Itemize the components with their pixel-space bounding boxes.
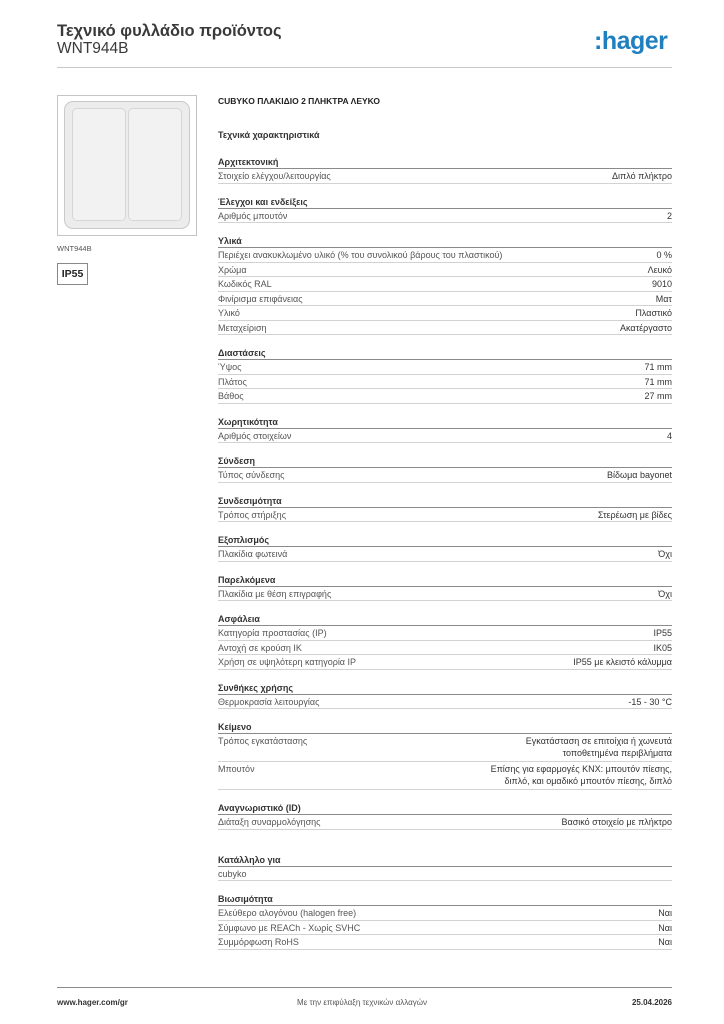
group-title: Ασφάλεια [218,613,672,626]
spec-row [218,360,672,375]
left-key [72,108,126,221]
spec-value: Όχι [658,549,672,559]
product-name: CUBYKO ΠΛΑΚΙΔΙΟ 2 ΠΛΗΚΤΡΑ ΛΕΥΚΟ [218,96,381,106]
spec-row [218,468,672,483]
group-title: Διαστάσεις [218,347,672,360]
spec-label: Κατηγορία προστασίας (IP) [218,628,327,638]
spec-label: Χρώμα [218,264,247,275]
group-title: Κατάλληλο για [218,854,672,867]
spec-row [218,762,672,790]
spec-label: Ύψος [218,362,242,372]
spec-value: Ακατέργαστο [620,322,672,333]
spec-row [218,321,672,336]
spec-label: Τρόπος στήριξης [218,509,287,520]
spec-row [218,263,672,278]
spec-value: Επίσης για εφαρμογές KNX: μπουτόν πίεσης, διπλό, και ομαδικό μπουτόν πίεσης, διπλό [490,764,672,786]
spec-label: Κωδικός RAL [218,279,272,289]
group-title: Χωρητικότητα [218,416,672,429]
spec-value: 2 [666,210,672,221]
spec-label: Πλάτος [218,376,247,387]
ip-badge: IP55 [57,263,88,285]
spec-label: Μεταχείριση [218,322,267,333]
hager-logo: :hager [594,27,668,55]
spec-groups [218,156,672,950]
spec-value: Εγκατάσταση σε επιτοίχια ή χωνευτά τοποθετημένα περιβλήματα [525,736,672,758]
spec-row [218,375,672,390]
spec-row [218,306,672,321]
spec-label: Αριθμός στοιχείων [218,430,292,441]
spec-row [218,695,672,710]
group-title: Έλεγχοι και ενδείξεις [218,196,672,209]
spec-value: IP55 με κλειστό κάλυμμα [573,657,672,667]
spec-label: Μπουτόν [218,764,255,774]
spec-row [218,277,672,292]
right-key [128,108,182,221]
spec-row [218,292,672,307]
spec-value: Λευκό [647,264,672,275]
spec-label: Υλικό [218,308,240,318]
spec-row [218,169,672,184]
spec-value: 0 % [656,250,672,260]
group-title: Παρελκόμενα [218,574,672,587]
spec-value: Ναι [658,937,672,947]
spec-row [218,734,672,762]
spec-label: Τύπος σύνδεσης [218,470,285,480]
spec-label: Αντοχή σε κρούση IK [218,642,302,653]
spec-row [218,641,672,656]
group-title: Συνδεσιμότητα [218,495,672,508]
spec-label: Σύμφωνο με REACh - Χωρίς SVHC [218,922,361,933]
group-title: Υλικά [218,235,672,248]
switch-plate [64,101,190,229]
spec-value: Ναι [658,908,672,918]
spec-value: Διπλό πλήκτρο [612,171,672,181]
footer-website: www.hager.com/gr [57,998,128,1007]
footer-divider [57,987,672,988]
group-title: Βιωσιμότητα [218,893,672,906]
header-divider [57,67,672,68]
spec-label: Χρήση σε υψηλότερη κατηγορία IP [218,657,357,667]
spec-label: Πλακίδια με θέση επιγραφής [218,588,332,599]
group-title: Εξοπλισμός [218,534,672,547]
spec-label: Περιέχει ανακυκλωμένο υλικό (% του συνολικού βάρους του πλαστικού) [218,250,503,260]
footer-note: Με την επιφύλαξη τεχνικών αλλαγών [297,998,427,1007]
spec-row [218,587,672,602]
spec-row [218,655,672,670]
spec-row [218,921,672,936]
spec-value: Βίδωμα bayonet [607,470,672,480]
spec-row [218,209,672,224]
spec-row [218,429,672,444]
group-title: Αναγνωριστικό (ID) [218,802,672,815]
spec-label: Συμμόρφωση RoHS [218,937,299,947]
spec-row [218,248,672,263]
spec-value: 9010 [651,279,672,289]
spec-content [218,96,672,950]
spec-value: Ματ [655,293,672,304]
spec-row [218,815,672,830]
spec-label: Ελεύθερο αλογόνου (halogen free) [218,908,357,918]
product-image [57,95,197,236]
spec-label: Πλακίδια φωτεινά [218,549,288,559]
spec-value: IP55 [653,628,672,638]
section-title: Τεχνικά χαρακτηριστικά [218,130,320,140]
spec-value: 27 mm [644,391,672,401]
spec-row [218,508,672,523]
spec-value: Στερέωση με βίδες [597,509,672,520]
spec-label: Φινίρισμα επιφάνειας [218,293,303,304]
image-caption: WNT944B [57,244,92,253]
footer-date: 25.04.2026 [631,998,672,1007]
product-code: WNT944B [57,40,129,57]
spec-value: Πλαστικό [635,308,672,318]
spec-row [218,389,672,404]
spec-label: Τρόπος εγκατάστασης [218,736,308,746]
group-title: Κείμενο [218,721,672,734]
spec-label: Θερμοκρασία λειτουργίας [218,696,320,707]
spec-label: Αριθμός μπουτόν [218,210,288,221]
spec-row [218,867,672,882]
spec-label: Στοιχείο ελέγχου/λειτουργίας [218,171,331,181]
spec-row [218,935,672,950]
spec-value: 4 [666,430,672,441]
spec-row [218,906,672,921]
spec-value: 71 mm [644,362,672,372]
spec-row [218,547,672,562]
spec-label: Διάταξη συναρμολόγησης [218,817,321,827]
spec-label: cubyko [218,868,247,879]
group-title: Συνθήκες χρήσης [218,682,672,695]
spec-value: IK05 [653,642,672,653]
spec-value: Ναι [658,922,672,933]
spec-row [218,626,672,641]
group-title: Αρχιτεκτονική [218,156,672,169]
spec-label: Βάθος [218,391,244,401]
spec-value: 71 mm [644,376,672,387]
spec-value: -15 - 30 °C [628,696,672,707]
spec-value: Βασικό στοιχείο με πλήκτρο [561,817,672,827]
document-title: Τεχνικό φυλλάδιο προϊόντος [57,22,282,40]
group-title: Σύνδεση [218,455,672,468]
spec-value: Όχι [658,588,672,599]
